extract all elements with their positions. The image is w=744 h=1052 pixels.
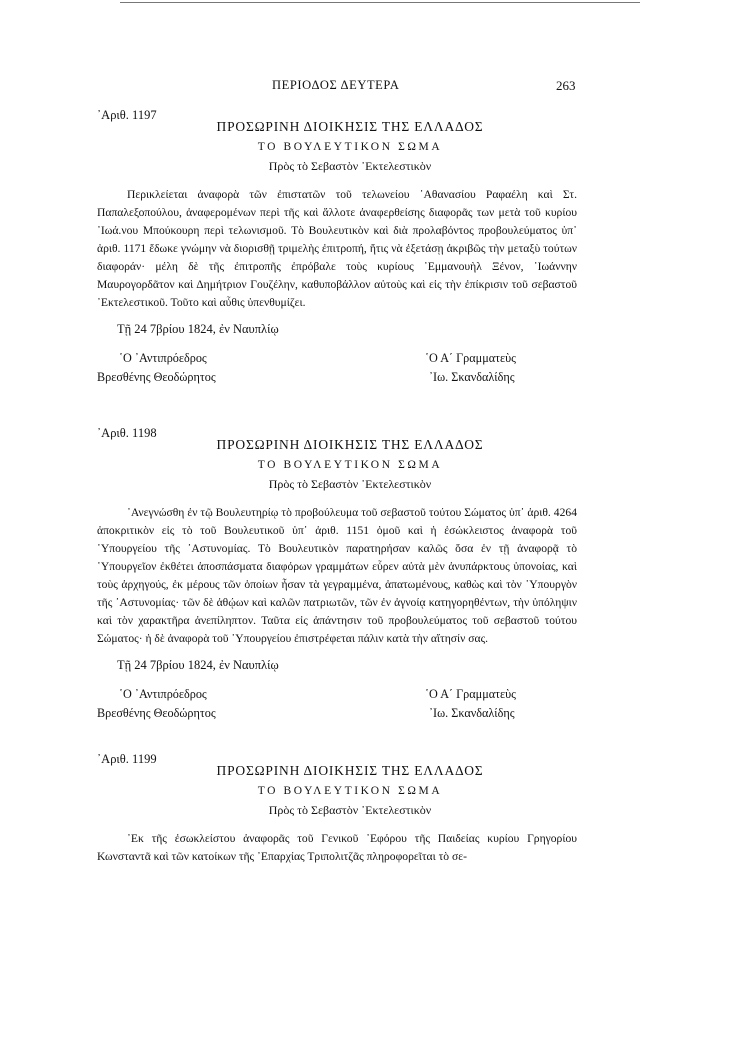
signatory-name: Βρεσθένης Θεοδώρητος bbox=[97, 706, 216, 720]
addressee-line: Πρὸς τὸ Σεβαστὸν ᾽Εκτελεστικὸν bbox=[268, 477, 432, 491]
legislative-body-heading: ΤΟ ΒΟΥΛΕΥΤΙΚΟΝ ΣΩΜΑ bbox=[257, 785, 443, 797]
document-1197 bbox=[97, 108, 577, 389]
signatory-title: ῾Ο Α΄ Γραμματεὺς bbox=[425, 687, 516, 701]
government-heading: ΠΡΟΣΩΡΙΝΗ ΔΙΟΙΚΗΣΙΣ ΤΗΣ ΕΛΛΑΔΟΣ bbox=[216, 119, 484, 134]
page-number: 263 bbox=[556, 78, 576, 93]
signatory-name: ᾽Ιω. Σκανδαλίδης bbox=[429, 706, 515, 720]
document-number: ᾽Αριθ. 1198 bbox=[97, 426, 157, 440]
secretary-signature bbox=[425, 685, 516, 723]
signature-block bbox=[97, 349, 577, 389]
document-number: ᾽Αριθ. 1199 bbox=[97, 752, 157, 766]
addressee-line: Πρὸς τὸ Σεβαστὸν ᾽Εκτελεστικὸν bbox=[268, 159, 432, 173]
signature-block bbox=[97, 685, 577, 725]
secretary-signature bbox=[425, 349, 516, 387]
top-rule bbox=[120, 2, 640, 3]
document-1199 bbox=[97, 752, 577, 866]
date-place-line: Τῇ 24 7βρίου 1824, ἐν Ναυπλίῳ bbox=[117, 322, 279, 336]
legislative-body-heading: ΤΟ ΒΟΥΛΕΥΤΙΚΟΝ ΣΩΜΑ bbox=[257, 459, 443, 471]
addressee-line: Πρὸς τὸ Σεβαστὸν ᾽Εκτελεστικὸν bbox=[268, 803, 432, 817]
legislative-body-heading: ΤΟ ΒΟΥΛΕΥΤΙΚΟΝ ΣΩΜΑ bbox=[257, 141, 443, 153]
signatory-title: ῾Ο ᾽Αντιπρόεδρος bbox=[119, 351, 207, 365]
signatory-name: Βρεσθένης Θεοδώρητος bbox=[97, 370, 216, 384]
signatory-title: ῾Ο ᾽Αντιπρόεδρος bbox=[119, 687, 207, 701]
date-place-line: Τῇ 24 7βρίου 1824, ἐν Ναυπλίῳ bbox=[117, 658, 279, 672]
document-text: Περικλείεται ἀναφορὰ τῶν ἐπιστατῶν τοῦ τελωνείου ᾽Αθανασίου Ραφαέλη καὶ Στ. Παπαλεξοπούλου, ἀναφερομένων περὶ τῆς καὶ ἄλλοτε ἀναφερθείσης διαφορᾶς των μετὰ τοῦ κυρίου ᾽Ιωά.νου Μπούκουρη περὶ τελωνισμοῦ. Τὸ Βουλευτικὸν καὶ διὰ προλαβόντος προβουλεύματος ὑπ᾽ ἀριθ. 1171 ἔδωκε γνώμην νὰ διορισθῇ τριμελὴς ἐπιτροπή, ἥτις νὰ ἐξετάσῃ ἀκριβῶς τὴν μεταξὺ τούτων διαφοράν· μέλη δὲ τῆς ἐπιτροπῆς ἐπρόβαλε τοὺς κυρίους ᾽Εμμανουὴλ Ξένον, ᾽Ιωάννην Μαυρογορδᾶτον καὶ Δημήτριον Γουζέλην, καθυποβάλλον αὐτοὺς καὶ εἰς τὴν ἐπίκρισιν τοῦ σεβαστοῦ ᾽Εκτελεστικοῦ. Τοῦτο καὶ αὖθις ὑπενθυμίζει. bbox=[97, 188, 577, 309]
signatory-title: ῾Ο Α΄ Γραμματεὺς bbox=[425, 351, 516, 365]
running-title: ΠΕΡΙΟΔΟΣ ΔΕΥΤΕΡΑ bbox=[272, 78, 400, 92]
document-number: ᾽Αριθ. 1197 bbox=[97, 108, 157, 122]
vice-president-signature bbox=[97, 349, 216, 387]
government-heading: ΠΡΟΣΩΡΙΝΗ ΔΙΟΙΚΗΣΙΣ ΤΗΣ ΕΛΛΑΔΟΣ bbox=[216, 437, 484, 452]
signatory-name: ᾽Ιω. Σκανδαλίδης bbox=[429, 370, 515, 384]
vice-president-signature bbox=[97, 685, 216, 723]
government-heading: ΠΡΟΣΩΡΙΝΗ ΔΙΟΙΚΗΣΙΣ ΤΗΣ ΕΛΛΑΔΟΣ bbox=[216, 763, 484, 778]
document-1198 bbox=[97, 426, 577, 725]
document-text: ᾽Εκ τῆς ἐσωκλείστου ἀναφορᾶς τοῦ Γενικοῦ ᾽Εφόρου τῆς Παιδείας κυρίου Γρηγορίου Κωνσταντᾶ καὶ τῶν κατοίκων τῆς ᾽Επαρχίας Τριπολιτζᾶς πληροφορεῖται τὸ σε- bbox=[97, 832, 577, 863]
document-text: ᾽Ανεγνώσθη ἐν τῷ Βουλευτηρίῳ τὸ προβούλευμα τοῦ σεβαστοῦ τούτου Σώματος ὑπ᾽ ἀριθ. 4264 ἀποκριτικὸν εἰς τὸ τοῦ Βουλευτικοῦ ὑπ᾽ ἀριθ. 1151 ὁμοῦ καὶ ἡ ἐσώκλειστος ἀναφορὰ τοῦ ῾Υπουργείου τῆς ᾽Αστυνομίας. Τὸ Βουλευτικὸν παρατηρήσαν καλῶς ὅσα ἐν τῇ ἀναφορᾷ τὸ ῾Υπουργεῖον ἐκθέτει ἀποσπάσματα διαφόρων γραμμάτων εὗρεν αὐτὰ μὲν ἀνυπάρκτους ὑπονοίας, καὶ τοὺς ἀρχηγούς, ἐκ μέρους τῶν ὁποίων ἦσαν τὰ γεγραμμένα, ἀπατωμένους, καθὼς καὶ τὸν ῾Υπουργὸν τῆς ᾽Αστυνομίας· τῶν δὲ ἀθῴων καὶ καλῶν πατριωτῶν, τῶν ἐν ἀγνοίᾳ κατηγορηθέντων, τὴν ὑπόληψιν καὶ τὸν χαρακτῆρα ἀνεπίληπτον. Ταῦτα εἰς ἀπάντησιν τοῦ προβουλεύματος τοῦ σεβαστοῦ τούτου Σώματος· ἡ δὲ ἀναφορὰ τοῦ ῾Υπουργείου ἐπιστρέφεται πάλιν κατὰ τὴν αἴτησίν σας. bbox=[97, 506, 577, 645]
